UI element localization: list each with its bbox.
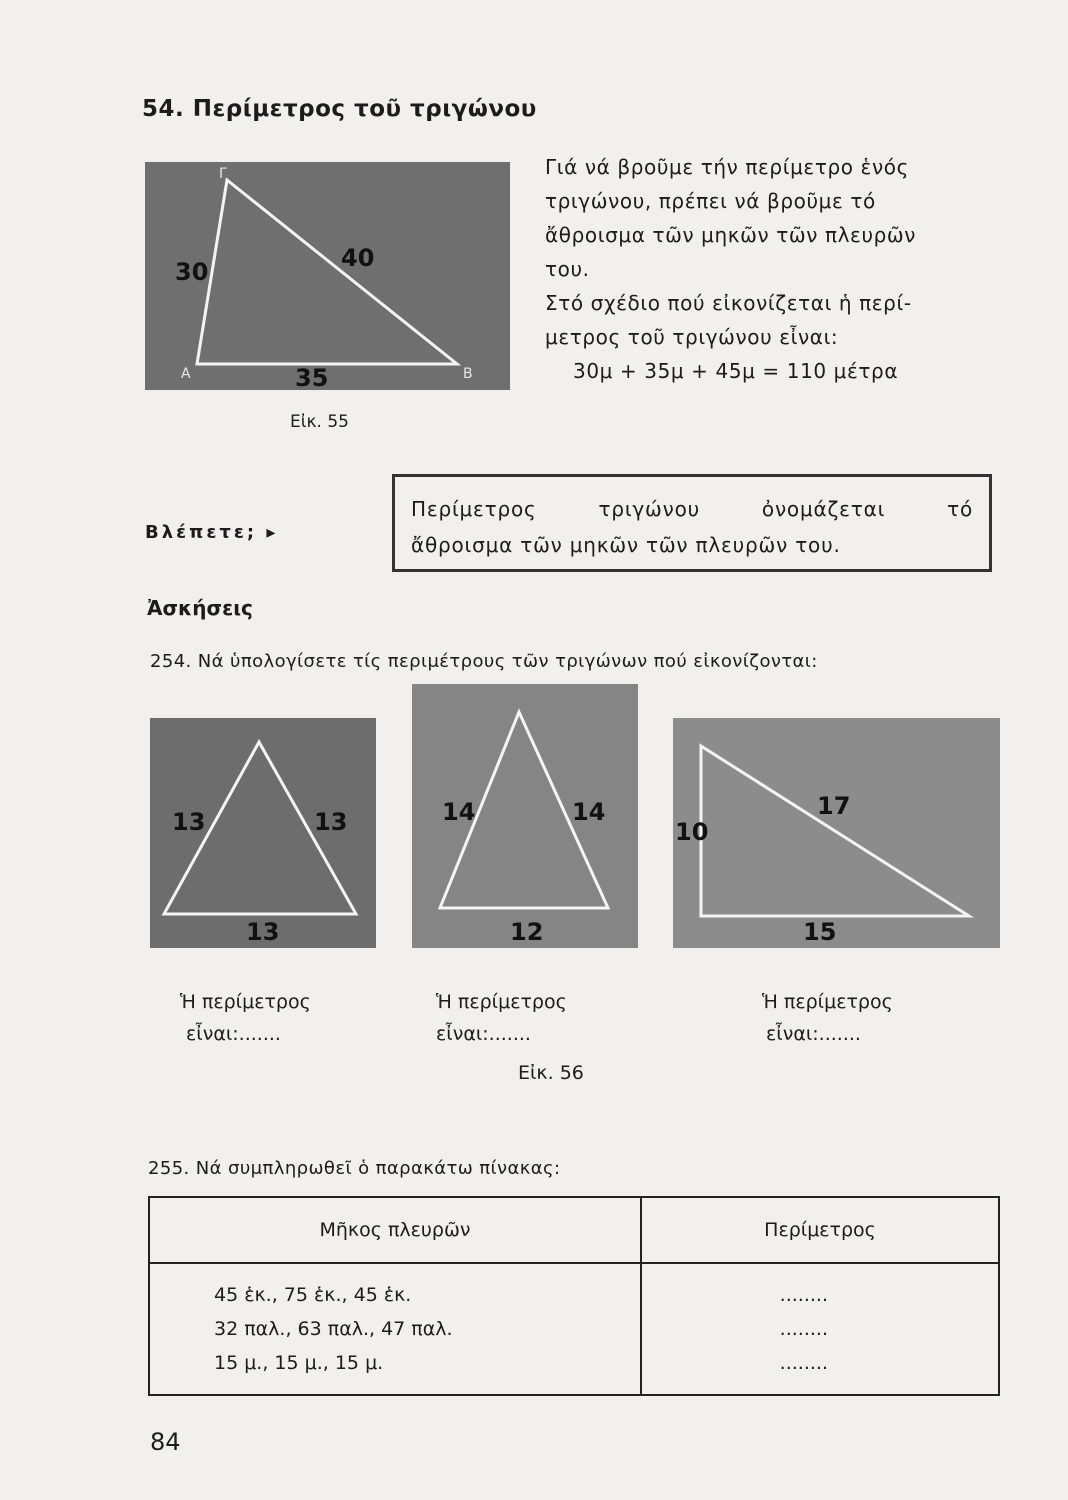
- triangle-equilateral: [150, 718, 376, 948]
- side-label-hyp: 17: [817, 792, 851, 820]
- vertex-beta: Β: [463, 366, 473, 382]
- answer-line: εἶναι:.......: [436, 1023, 531, 1045]
- perimeter-table: [148, 1196, 1000, 1396]
- answer-line: Ἡ περίμετρος: [180, 991, 311, 1013]
- side-label-bottom: 35: [295, 364, 329, 390]
- intro-paragraph: [545, 150, 1005, 388]
- triangle-isosceles: [412, 684, 638, 948]
- intro-line: τριγώνου, πρέπει νά βροῦμε τό: [545, 189, 876, 213]
- side-label-left: 30: [175, 258, 209, 286]
- side-label-hyp: 40: [341, 244, 375, 272]
- intro-line: ἄθροισμα τῶν μηκῶν τῶν πλευρῶν: [545, 223, 917, 247]
- side-label-bottom: 12: [510, 918, 544, 946]
- definition-line: Περίμετρος τριγώνου ὀνομάζεται τό: [411, 497, 973, 521]
- figure-56-triangle-3: [673, 718, 1000, 948]
- side-label-left: 13: [172, 808, 206, 836]
- intro-line: μετρος τοῦ τριγώνου εἶναι:: [545, 325, 839, 349]
- side-label-left: 10: [675, 818, 709, 846]
- intro-line: του.: [545, 257, 590, 281]
- side-label-bottom: 13: [246, 918, 280, 946]
- answer-2: [436, 986, 567, 1050]
- triangle-right: [673, 718, 1000, 948]
- definition-box: [392, 474, 992, 572]
- side-label-left: 14: [442, 798, 476, 826]
- figure-56-triangle-1: [150, 718, 376, 948]
- table-row: [149, 1263, 999, 1395]
- perimeter-cell: [641, 1263, 999, 1395]
- exercise-254-prompt: 254. Νά ὑπολογίσετε τίς περιμέτρους τῶν τριγώνων πού εἰκονίζονται:: [150, 651, 818, 672]
- fig55-caption: Εἰκ. 55: [290, 412, 349, 432]
- figure-56-triangle-2: [412, 684, 638, 948]
- row-perimeter: ........: [779, 1284, 828, 1306]
- answer-line: Ἡ περίμετρος: [436, 991, 567, 1013]
- definition-line: ἄθροισμα τῶν μηκῶν τῶν πλευρῶν του.: [411, 533, 841, 557]
- answer-line: εἶναι:.......: [766, 1023, 861, 1045]
- exercise-255-prompt: 255. Νά συμπληρωθεῖ ὁ παρακάτω πίνακας:: [148, 1158, 561, 1179]
- vertex-gamma: Γ: [219, 166, 227, 182]
- intro-calculation: 30μ + 35μ + 45μ = 110 μέτρα: [573, 359, 899, 383]
- page-number: 84: [150, 1428, 181, 1456]
- side-label-bottom: 15: [803, 918, 837, 946]
- row-sides: 15 μ., 15 μ., 15 μ.: [214, 1352, 384, 1374]
- answer-1: [180, 986, 311, 1050]
- intro-line: Στό σχέδιο πού εἰκονίζεται ἡ περί-: [545, 291, 912, 315]
- row-perimeter: ........: [779, 1352, 828, 1374]
- answer-line: εἶναι:.......: [186, 1023, 281, 1045]
- look-label: Βλέπετε; ▸: [145, 522, 279, 543]
- row-perimeter: ........: [779, 1318, 828, 1340]
- triangle-55: [145, 162, 510, 390]
- intro-line: Γιά νά βροῦμε τήν περίμετρο ἑνός: [545, 155, 909, 179]
- answer-3: [762, 986, 893, 1050]
- row-sides: 45 ἑκ., 75 ἑκ., 45 ἑκ.: [214, 1284, 412, 1306]
- figure-55: [145, 162, 510, 390]
- answer-line: Ἡ περίμετρος: [762, 991, 893, 1013]
- section-title: 54. Περίμετρος τοῦ τριγώνου: [142, 96, 537, 122]
- table-header-perimeter: Περίμετρος: [641, 1197, 999, 1263]
- sides-cell: [149, 1263, 641, 1395]
- exercises-heading: Ἀσκήσεις: [147, 596, 253, 620]
- fig56-caption: Εἰκ. 56: [518, 1062, 584, 1084]
- side-label-right: 13: [314, 808, 348, 836]
- row-sides: 32 παλ., 63 παλ., 47 παλ.: [214, 1318, 453, 1340]
- table-header-sides: Μῆκος πλευρῶν: [149, 1197, 641, 1263]
- side-label-right: 14: [572, 798, 606, 826]
- vertex-alpha: Α: [181, 366, 191, 382]
